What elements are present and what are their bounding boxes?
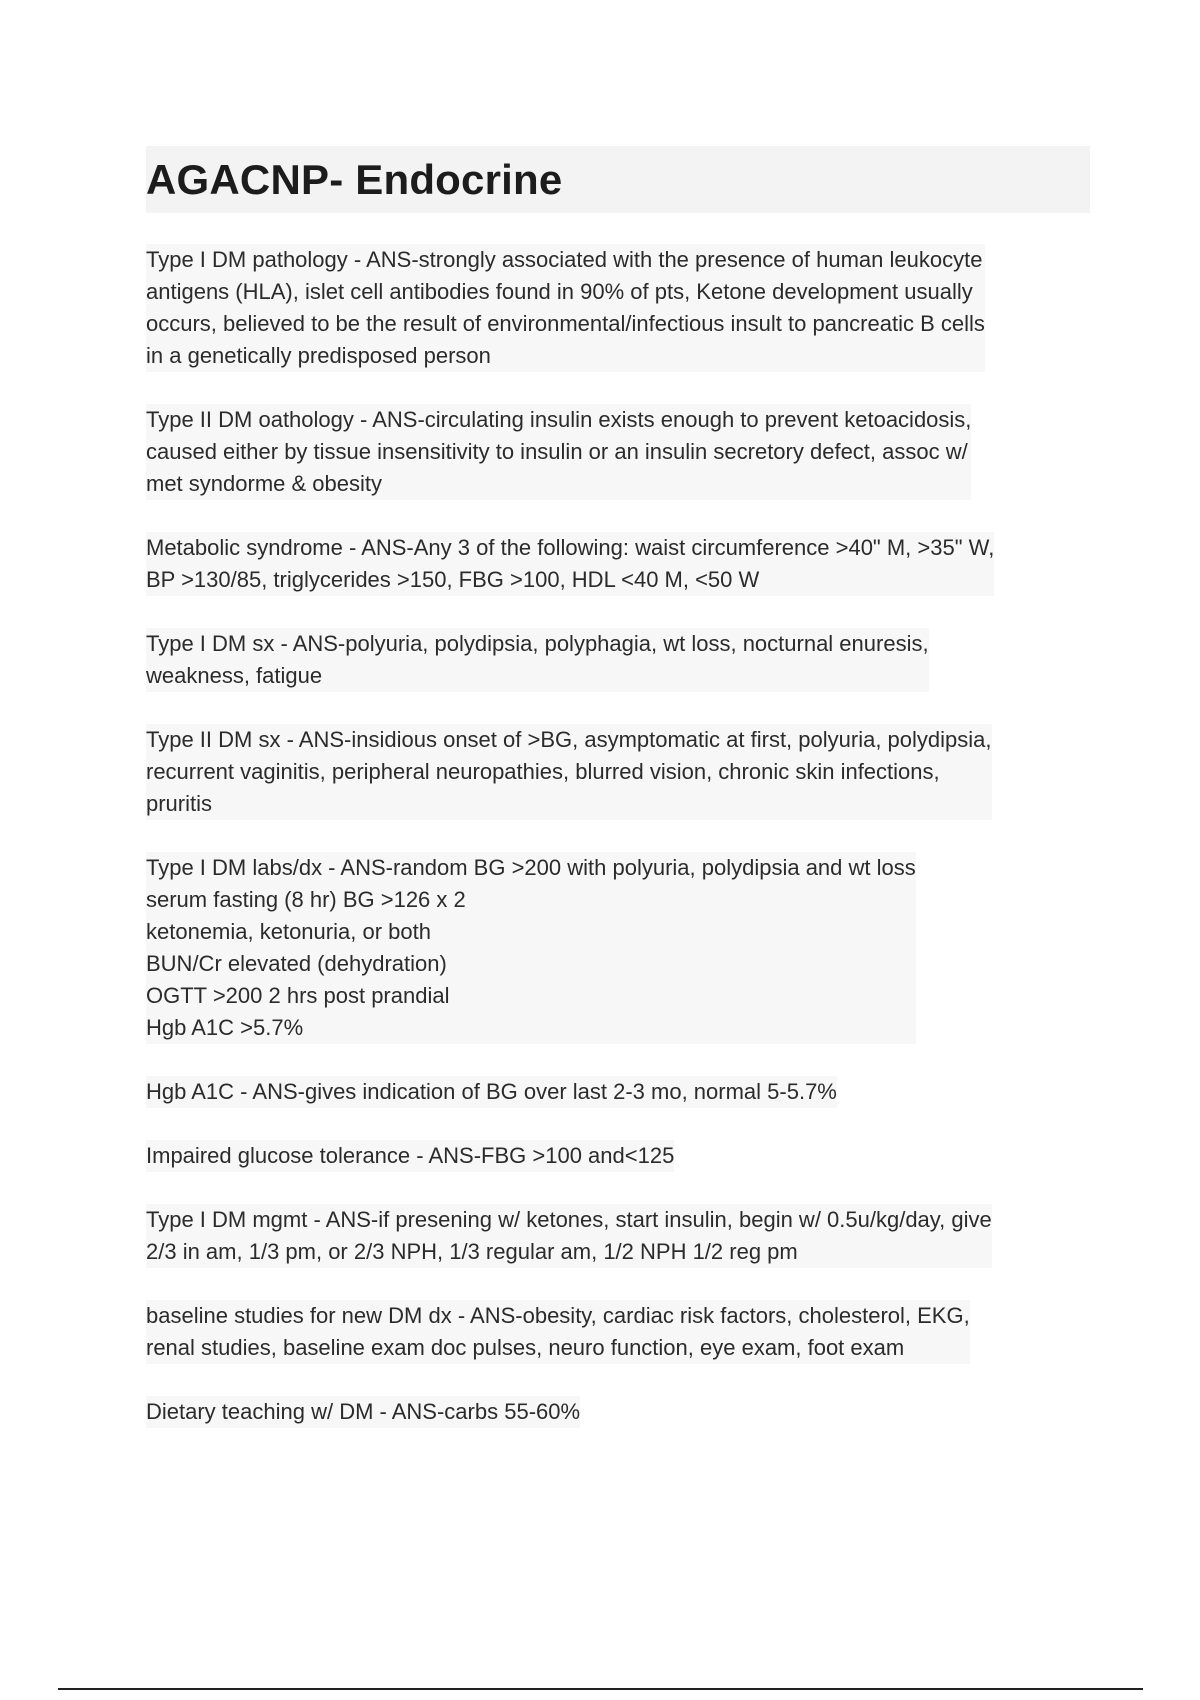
entry-line: Type I DM labs/dx - ANS-random BG >200 with polyuria, polydipsia and wt loss <box>146 855 916 880</box>
flashcard-entry <box>146 1204 992 1268</box>
entry-line: Hgb A1C >5.7% <box>146 1015 304 1040</box>
entry-line: in a genetically predisposed person <box>146 343 491 368</box>
entry-line: pruritis <box>146 791 213 816</box>
flashcard-entry <box>146 244 985 372</box>
entry-line: Type I DM mgmt - ANS-if presening w/ ketones, start insulin, begin w/ 0.5u/kg/day, give <box>146 1207 992 1232</box>
entry-line: weakness, fatigue <box>146 663 323 688</box>
entry-line: antigens (HLA), islet cell antibodies found in 90% of pts, Ketone development usually <box>146 279 973 304</box>
entry-line: serum fasting (8 hr) BG >126 x 2 <box>146 887 466 912</box>
entry-line: recurrent vaginitis, peripheral neuropathies, blurred vision, chronic skin infections, <box>146 759 940 784</box>
entry-line: Dietary teaching w/ DM - ANS-carbs 55-60% <box>146 1399 581 1424</box>
flashcard-entry <box>146 532 994 596</box>
flashcard-entry <box>146 628 929 692</box>
entry-line: Type I DM pathology - ANS-strongly associated with the presence of human leukocyte <box>146 247 983 272</box>
entry-line: BP >130/85, triglycerides >150, FBG >100, HDL <40 M, <50 W <box>146 567 760 592</box>
document-title: AGACNP- Endocrine <box>146 156 563 203</box>
entry-line: ketonemia, ketonuria, or both <box>146 919 431 944</box>
entry-line: renal studies, baseline exam doc pulses, neuro function, eye exam, foot exam <box>146 1335 905 1360</box>
flashcard-list <box>146 244 1090 1460</box>
entry-line: baseline studies for new DM dx - ANS-obesity, cardiac risk factors, cholesterol, EKG, <box>146 1303 970 1328</box>
flashcard-entry <box>146 404 971 500</box>
entry-line: Hgb A1C - ANS-gives indication of BG over last 2-3 mo, normal 5-5.7% <box>146 1079 837 1104</box>
entry-line: OGTT >200 2 hrs post prandial <box>146 983 450 1008</box>
footer-divider <box>58 1688 1143 1690</box>
entry-line: BUN/Cr elevated (dehydration) <box>146 951 447 976</box>
flashcard-entry <box>146 852 916 1044</box>
entry-line: met syndorme & obesity <box>146 471 382 496</box>
entry-line: Type II DM sx - ANS-insidious onset of >BG, asymptomatic at first, polyuria, polydipsia, <box>146 727 992 752</box>
entry-line: caused either by tissue insensitivity to insulin or an insulin secretory defect, assoc w/ <box>146 439 968 464</box>
entry-line: Type I DM sx - ANS-polyuria, polydipsia, polyphagia, wt loss, nocturnal enuresis, <box>146 631 929 656</box>
flashcard-entry <box>146 1396 580 1428</box>
flashcard-entry <box>146 1076 837 1108</box>
entry-line: 2/3 in am, 1/3 pm, or 2/3 NPH, 1/3 regular am, 1/2 NPH 1/2 reg pm <box>146 1239 798 1264</box>
flashcard-entry <box>146 1140 674 1172</box>
entry-line: Impaired glucose tolerance - ANS-FBG >100 and<125 <box>146 1143 675 1168</box>
entry-line: Type II DM oathology - ANS-circulating insulin exists enough to prevent ketoacidosis, <box>146 407 972 432</box>
entry-line: occurs, believed to be the result of environmental/infectious insult to pancreatic B cells <box>146 311 985 336</box>
flashcard-entry <box>146 1300 970 1364</box>
flashcard-entry <box>146 724 992 820</box>
entry-line: Metabolic syndrome - ANS-Any 3 of the following: waist circumference >40" M, >35" W, <box>146 535 995 560</box>
